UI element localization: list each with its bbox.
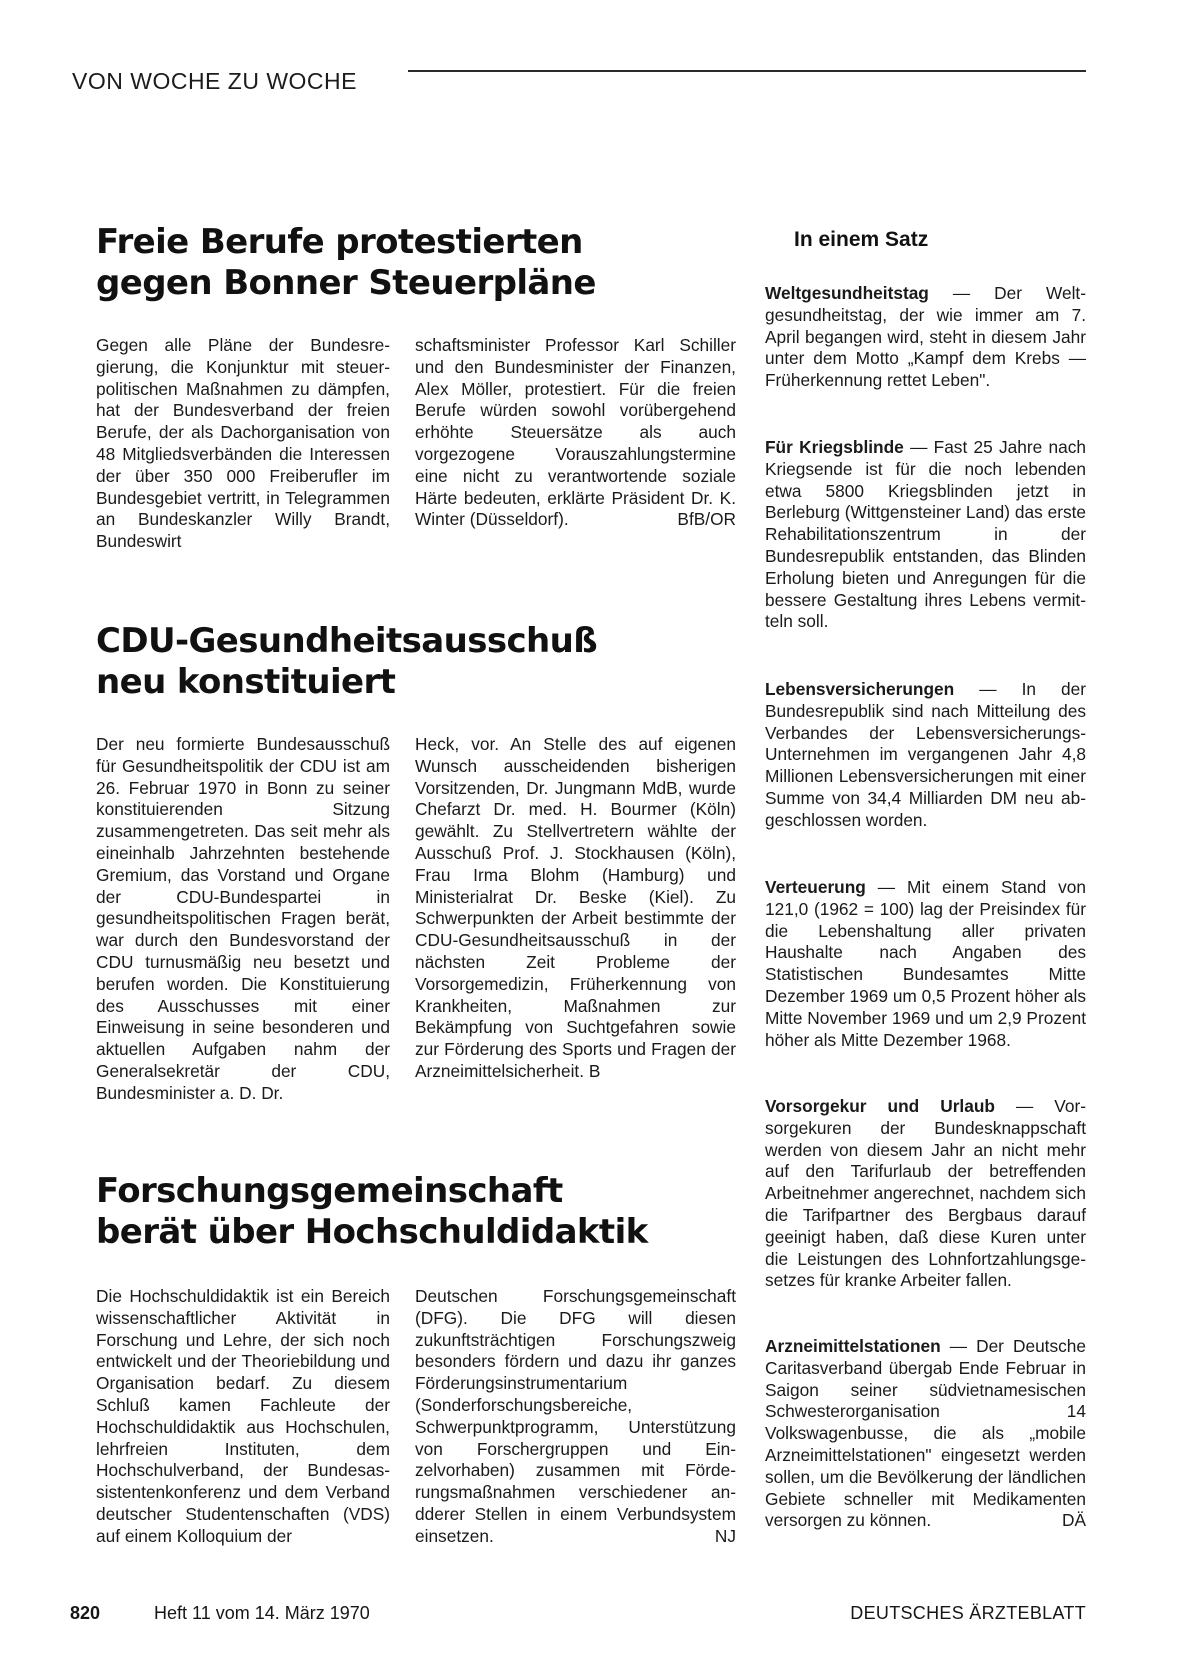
sidebar-item-lead: Lebensversicherungen bbox=[765, 679, 955, 699]
sidebar-item-lead: Weltgesundheitstag bbox=[765, 283, 929, 303]
sidebar-item-text: — In der Bundesrepublik sind nach Mitteilung des Verbandes der Lebensversicherungs-Unternehmen im vergangenen Jahr 4,8 Millionen Lebensversicherungen mit einer Summe von 34,4 Milliarden DM neu abgeschlossen worden. bbox=[765, 679, 1086, 830]
article-2-column-1: Der neu formierte Bundesausschuß für Gesundheitspolitik der CDU ist am 26. Februar 1970 in Bonn zu seiner konstituierenden Sitzung zusammengetreten. Das seit mehr als eineinhalb Jahrzehnten bestehende Gremium, das Vorstand und Organe der CDU-Bundespartei in gesundheitspolitischen Fragen berät, war durch den Bundesvorstand der CDU turnusmäßig neu besetzt und berufen worden. Die Konstituierung des Ausschusses mit einer Einweisung in seine besonderen und aktuellen Aufgaben nahm der Generalsekretär der CDU, Bundesminister a. D. Dr. bbox=[96, 734, 390, 1103]
article-1-headline bbox=[96, 222, 596, 304]
sidebar-item-text: — Der Weltgesundheitstag, der wie immer am 7. April begangen wird, steht in diesem Jahr unter dem Motto „Kampf dem Krebs — Früherkennung rettet Leben". bbox=[765, 283, 1086, 391]
sidebar-item-text: — Mit einem Stand von 121,0 (1962 = 100) lag der Preisindex für die Lebenshaltung aller privaten Haushalte nach Angaben des Statistischen Bundesamtes Mitte Dezember 1969 um 0,5 Prozent höher als Mitte November 1969 und um 2,9 Prozent höher als Mitte Dezember 1968. bbox=[765, 877, 1086, 1050]
article-3-headline-line2: berät über Hochschuldidaktik bbox=[96, 1212, 648, 1252]
sidebar-item-arzneimittelstationen bbox=[765, 1336, 1086, 1532]
sidebar-item-lead: Verteuerung bbox=[765, 877, 866, 897]
sidebar-item-signature: DÄ bbox=[1061, 1510, 1086, 1531]
article-3-column-2 bbox=[415, 1286, 736, 1548]
page-number: 820 bbox=[70, 1603, 101, 1623]
header-rule bbox=[408, 70, 1086, 72]
sidebar-item-text: — Fast 25 Jahre nach Kriegsende ist für die noch lebenden etwa 5800 Kriegsblinden jetzt in Berleburg (Wittgensteiner Land) das erste Rehabilitationszentrum in der Bundesrepublik entstanden, das Blinden Erholung bieten und Anregungen für die bessere Gestaltung ihres Lebens vermitteln soll. bbox=[765, 437, 1087, 632]
article-3-signature: NJ bbox=[714, 1525, 736, 1546]
sidebar-item-lead: Für Kriegsblinde bbox=[765, 437, 904, 457]
sidebar-item-weltgesundheitstag bbox=[765, 283, 1086, 392]
section-label: VON WOCHE ZU WOCHE bbox=[72, 68, 357, 94]
article-3-column-2-text: Deutschen Forschungsgemeinschaft (DFG). Die DFG will diesen zukunftsträchtigen Forschungszweig besonders fördern und dazu ihr ganzes Förderungsinstrumentarium (Sonderforschungsbereiche, Schwerpunktprogramm, Unterstützung von Forschergruppen und Einzelvorhaben) zusammen mit Förderungsmaßnahmen verschiedener andderer Stellen in einem Verbundsystem einsetzen. bbox=[415, 1286, 736, 1546]
sidebar-item-lebensversicherungen bbox=[765, 679, 1086, 832]
sidebar-item-vorsorgekur bbox=[765, 1096, 1086, 1292]
article-2-headline bbox=[96, 621, 597, 703]
sidebar-item-text: — Der Deutsche Caritasverband übergab Ende Februar in Saigon seiner südvietnamesischen Schwesterorganisation 14 Volkswagenbusse, die als „mobile Arzneimittelstationen" eingesetzt werden sollen, um die Bevölkerung der ländlichen Gebiete schneller mit Medikamenten versorgen zu können. bbox=[765, 1336, 1086, 1531]
article-1-column-2-text: schaftsminister Professor Karl Schiller und den Bundesminister der Finanzen, Alex Möller, protestiert. Für die freien Berufe würden sowohl vorübergehend erhöhte Steuersätze als auch vorgezogene Vorauszahlungstermine eine nicht zu verantwortende soziale Härte bedeuten, erklärte Präsident Dr. K. Winter (Düsseldorf). bbox=[415, 335, 736, 530]
article-1-column-2 bbox=[415, 335, 736, 531]
article-2-headline-line2: neu konstituiert bbox=[96, 662, 396, 702]
article-1-headline-line1: Freie Berufe protestierten bbox=[96, 222, 583, 262]
issue-line: Heft 11 vom 14. März 1970 bbox=[154, 1603, 370, 1623]
sidebar-item-lead: Arzneimittelstationen bbox=[765, 1336, 941, 1356]
article-2-column-2: Heck, vor. An Stelle des auf eigenen Wunsch ausscheidenden bisherigen Vorsitzenden, Dr. Jungmann MdB, wurde Chefarzt Dr. med. H. Bourmer (Köln) gewählt. Zu Stellvertretern wählte der Ausschuß Prof. J. Stockhausen (Köln), Frau Irma Blohm (Hamburg) und Ministerialrat Dr. Beske (Kiel). Zu Schwerpunkten der Arbeit bestimmte der CDU-Gesundheitsausschuß in der nächsten Zeit Probleme der Vorsorgemedizin, Früherkennung von Krankheiten, Maßnahmen zur Bekämpfung von Suchtgefahren sowie zur Förderung des Sports und Fragen der Arzneimittelsicherheit. B bbox=[415, 734, 736, 1081]
sidebar-item-kriegsblinde bbox=[765, 437, 1086, 633]
article-3-headline bbox=[96, 1171, 648, 1253]
sidebar-item-text: — Vorsorgekuren der Bundesknappschaft werden von diesem Jahr an nicht mehr auf den Tarifurlaub der betreffenden Arbeitnehmer angerechnet, nachdem sich die Tarifpartner des Bergbaus darauf geeinigt haben, daß diese Kuren unter die Leistungen des Lohnfortzahlungsgesetzes für kranke Arbeiter fallen. bbox=[765, 1096, 1086, 1291]
article-2-headline-line1: CDU-Gesundheitsausschuß bbox=[96, 621, 598, 661]
journal-name: DEUTSCHES ÄRZTEBLATT bbox=[850, 1603, 1086, 1623]
article-3-headline-line1: Forschungsgemeinschaft bbox=[96, 1171, 563, 1211]
article-1-signature: BfB/OR bbox=[677, 509, 736, 530]
sidebar-item-lead: Vorsorgekur und Urlaub bbox=[765, 1096, 995, 1116]
sidebar-item-verteuerung bbox=[765, 877, 1086, 1051]
sidebar-title: In einem Satz bbox=[794, 228, 929, 251]
article-1-headline-line2: gegen Bonner Steuerpläne bbox=[96, 263, 596, 303]
article-3-column-1: Die Hochschuldidaktik ist ein Bereich wissenschaftlicher Aktivität in Forschung und Lehre, der sich noch entwickelt und der Theoriebildung und Organisation bedarf. Zu diesem Schluß kamen Fachleute der Hochschuldidaktik aus Hochschulen, lehrfreien Instituten, dem Hochschulverband, der Bundesassistentenkonferenz und dem Verband deutscher Studentenschaften (VDS) auf einem Kolloquium der bbox=[96, 1286, 390, 1546]
article-1-column-1: Gegen alle Pläne der Bundesregierung, die Konjunktur mit steuerpolitischen Maßnahmen zu dämpfen, hat der Bundesverband der freien Berufe, der als Dachorganisation von 48 Mitgliedsverbänden die Interessen der über 350 000 Freiberufler im Bundesgebiet vertritt, in Telegrammen an Bundeskanzler Willy Brandt, Bundeswirt bbox=[96, 335, 390, 552]
